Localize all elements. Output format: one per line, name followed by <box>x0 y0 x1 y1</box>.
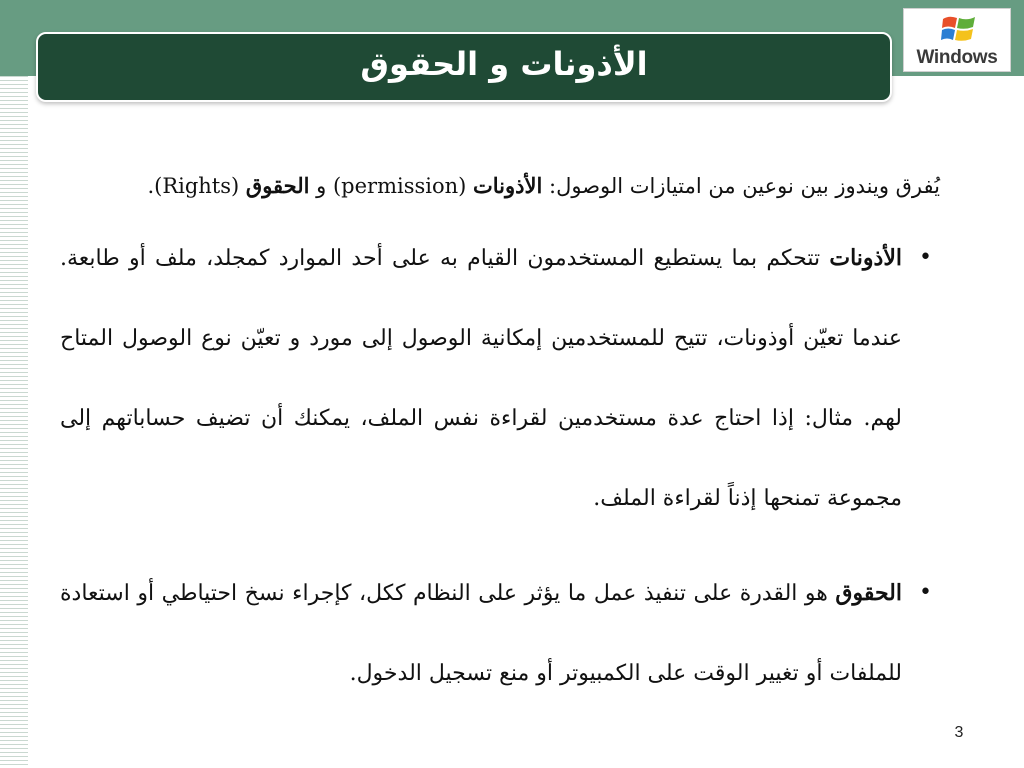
intro-lead: يُفرق ويندوز بين نوعين من امتيازات الوصول: <box>542 174 940 198</box>
page-number: 3 <box>954 724 964 741</box>
bullet-permissions-text: تتحكم بما يستطيع المستخدمون القيام به على أحد الموارد كمجلد، ملف أو طابعة. عندما تعيّن أوذونات، تتيح للمستخدمين إمكانية الوصول إلى مورد و تعيّن نوع الوصول المتاح لهم. مثال: إذا احتاج عدة مستخدمين لقراءة نفس الملف، يمكنك أن تضيف حساباتهم إلى مجموعة تمنحها إذناً لقراءة الملف. <box>60 246 902 511</box>
bullet-rights-term: الحقوق <box>835 580 902 606</box>
windows-logo <box>903 8 1011 72</box>
intro-paragraph <box>60 160 940 212</box>
slide-title: الأذونات و الحقوق <box>360 45 648 83</box>
intro-term-permissions: الأذونات <box>473 173 543 198</box>
bullet-dot-icon: • <box>919 580 932 605</box>
intro-term-permissions-en: (permission) و <box>309 174 474 198</box>
bullet-rights <box>60 553 940 714</box>
title-bar <box>36 32 892 102</box>
bullet-rights-text: هو القدرة على تنفيذ عمل ما يؤثر على النظام ككل، كإجراء نسخ احتياطي أو استعادة للملفات أو تغيير الوقت على الكمبيوتر أو منع تسجيل الدخول. <box>60 581 902 686</box>
slide-body <box>60 160 940 714</box>
left-stripe-decoration <box>0 76 28 768</box>
windows-flag-icon <box>941 13 977 45</box>
logo-text: Windows <box>916 47 998 68</box>
bullet-permissions <box>60 218 940 539</box>
bullet-dot-icon: • <box>919 245 932 270</box>
intro-term-rights-en: (Rights). <box>147 174 246 198</box>
bullet-permissions-term: الأذونات <box>829 245 902 271</box>
intro-term-rights: الحقوق <box>245 173 310 198</box>
